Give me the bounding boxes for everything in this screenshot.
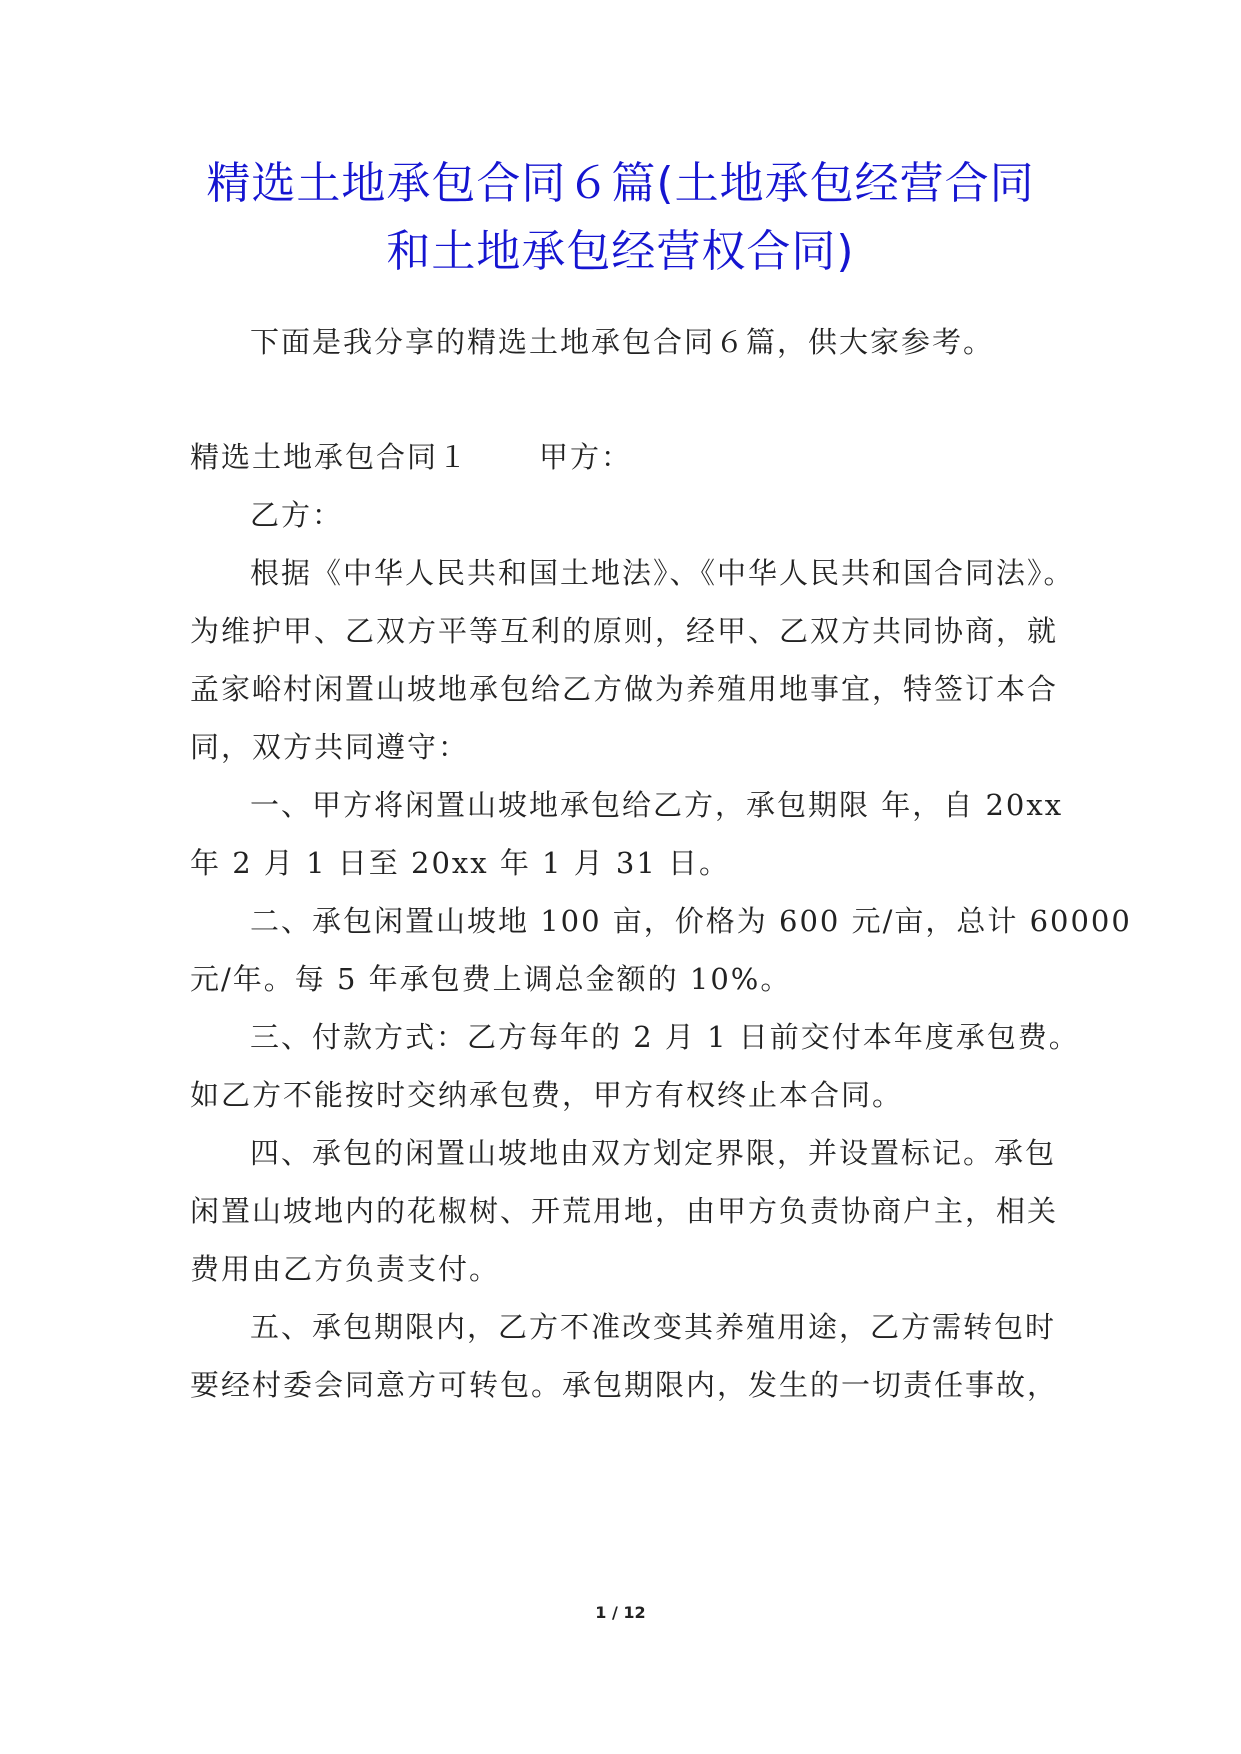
clause-2-line: 元/年。每 5 年承包费上调总金额的 10%。 [190, 962, 792, 996]
body-line: 根据《中华人民共和国土地法》、《中华人民共和国合同法》。 [250, 556, 1075, 590]
clause-5-line: 要经村委会同意方可转包。承包期限内，发生的一切责任事故， [190, 1368, 1059, 1402]
body-line: 同，双方共同遵守： [190, 730, 470, 764]
body-line: 孟家峪村闲置山坡地承包给乙方做为养殖用地事宜，特签订本合 [190, 672, 1059, 706]
clause-4-line: 四、承包的闲置山坡地由双方划定界限，并设置标记。承包 [250, 1136, 1057, 1170]
contract-heading-line [190, 437, 632, 477]
page-number: 1 / 12 [595, 1603, 646, 1622]
clause-2-line: 二、承包闲置山坡地 100 亩，价格为 600 元/亩，总计 60000 [250, 904, 1132, 938]
title-line-1: 精选土地承包合同６篇(土地承包经营合同 [206, 158, 1035, 209]
intro-paragraph: 下面是我分享的精选土地承包合同６篇，供大家参考。 [250, 325, 995, 359]
party-a-label: 甲方： [539, 440, 633, 474]
clause-4-line: 费用由乙方负责支付。 [190, 1252, 501, 1286]
clause-5-line: 五、承包期限内，乙方不准改变其养殖用途，乙方需转包时 [250, 1310, 1057, 1344]
contract-heading: 精选土地承包合同１ [190, 440, 470, 474]
clause-1-line: 年 2 月 1 日至 20xx 年 1 月 31 日。 [190, 846, 731, 880]
document-title [160, 150, 1081, 286]
clause-4-line: 闲置山坡地内的花椒树、开荒用地，由甲方负责协商户主，相关 [190, 1194, 1059, 1228]
title-line-2: 和土地承包经营权合同) [386, 226, 855, 277]
body-line: 为维护甲、乙双方平等互利的原则，经甲、乙双方共同协商，就 [190, 614, 1059, 648]
clause-3-line: 三、付款方式：乙方每年的 2 月 1 日前交付本年度承包费。 [250, 1020, 1080, 1054]
clause-3-line: 如乙方不能按时交纳承包费，甲方有权终止本合同。 [190, 1078, 904, 1112]
party-b-label: 乙方： [250, 498, 344, 532]
clause-1-line: 一、甲方将闲置山坡地承包给乙方，承包期限 年，自 20xx [250, 788, 1064, 822]
